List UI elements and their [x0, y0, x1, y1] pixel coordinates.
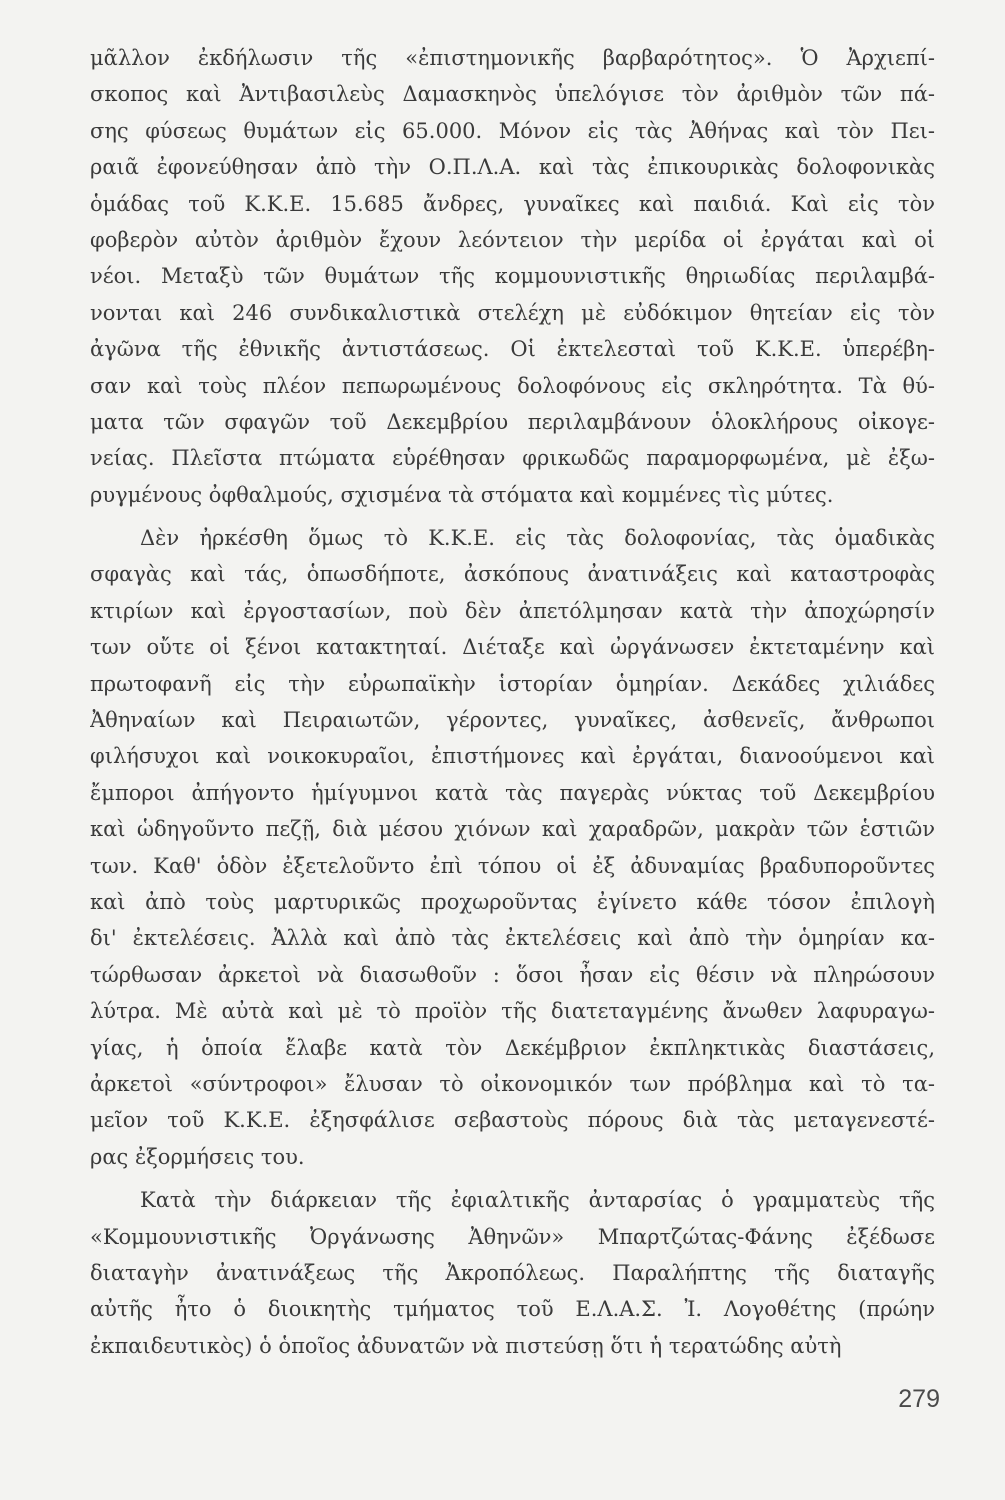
text-line: ἀγῶνα τῆς ἐθνικῆς ἀντιστάσεως. Οἱ ἐκτελεσταὶ τοῦ Κ.Κ.Ε. ὑπερέβη- — [90, 337, 935, 362]
text-line: ματα τῶν σφαγῶν τοῦ Δεκεμβρίου περιλαμβάνουν ὁλοκλήρους οἰκογε- — [90, 409, 935, 434]
text-line: ἀρκετοὶ «σύντροφοι» ἔλυσαν τὸ οἰκονομικόν των πρόβλημα καὶ τὸ τα- — [90, 1071, 935, 1096]
text-line: τώρθωσαν ἀρκετοὶ νὰ διασωθοῦν : ὅσοι ἦσαν εἰς θέσιν νὰ πληρώσουν — [90, 962, 935, 987]
text-line: ὁμάδας τοῦ Κ.Κ.Ε. 15.685 ἄνδρες, γυναῖκες καὶ παιδιά. Καὶ εἰς τὸν — [90, 191, 935, 216]
text-line: σκοπος καὶ Ἀντιβασιλεὺς Δαμασκηνὸς ὑπελόγισε τὸν ἀριθμὸν τῶν πά- — [90, 82, 935, 107]
paragraph — [90, 40, 935, 513]
text-line: ραιᾶ ἐφονεύθησαν ἀπὸ τὴν Ο.Π.Λ.Α. καὶ τὰς ἐπικουρικὰς δολοφονικὰς — [90, 155, 935, 180]
text-line: σης φύσεως θυμάτων εἰς 65.000. Μόνον εἰς τὰς Ἀθήνας καὶ τὸν Πει- — [90, 118, 935, 143]
paragraph — [90, 520, 935, 1175]
text-line: φοβερὸν αὐτὸν ἀριθμὸν ἔχουν λεόντειον τὴν μερίδα οἱ ἐργάται καὶ οἱ — [90, 227, 935, 252]
text-line: νέοι. Μεταξὺ τῶν θυμάτων τῆς κομμουνιστικῆς θηριωδίας περιλαμβά- — [90, 264, 935, 289]
paragraph-gap — [90, 1175, 935, 1182]
text-line: Ἀθηναίων καὶ Πειραιωτῶν, γέροντες, γυναῖκες, ἀσθενεῖς, ἄνθρωποι — [90, 708, 935, 733]
paragraph-gap — [90, 513, 935, 520]
text-line: φιλήσυχοι καὶ νοικοκυραῖοι, ἐπιστήμονες καὶ ἐργάται, διανοούμενοι καὶ — [90, 744, 935, 769]
text-line: Δὲν ἠρκέσθη ὅμως τὸ Κ.Κ.Ε. εἰς τὰς δολοφονίας, τὰς ὁμαδικὰς — [140, 526, 935, 551]
text-line: διαταγὴν ἀνατινάξεως τῆς Ἀκροπόλεως. Παραλήπτης τῆς διαταγῆς — [90, 1260, 935, 1285]
body-text — [90, 40, 935, 1364]
text-line: καὶ ὡδηγοῦντο πεζῇ, διὰ μέσου χιόνων καὶ χαραδρῶν, μακρὰν τῶν ἑστιῶν — [90, 817, 935, 842]
text-line: λύτρα. Μὲ αὐτὰ καὶ μὲ τὸ προϊὸν τῆς διατεταγμένης ἄνωθεν λαφυραγω- — [90, 999, 935, 1024]
text-line: σαν καὶ τοὺς πλέον πεπωρωμένους δολοφόνους εἰς σκληρότητα. Τὰ θύ- — [90, 373, 935, 398]
text-line: καὶ ἀπὸ τοὺς μαρτυρικῶς προχωροῦντας ἐγίνετο κάθε τόσον ἐπιλογὴ — [90, 889, 935, 914]
text-line: ρυγμένους ὀφθαλμούς, σχισμένα τὰ στόματα καὶ κομμένες τὶς μύτες. — [90, 482, 834, 507]
text-line: ἔμποροι ἀπήγοντο ἡμίγυμνοι κατὰ τὰς παγερὰς νύκτας τοῦ Δεκεμβρίου — [90, 780, 935, 805]
text-line: Κατὰ τὴν διάρκειαν τῆς ἐφιαλτικῆς ἀνταρσίας ὁ γραμματεὺς τῆς — [140, 1188, 935, 1213]
text-line: νείας. Πλεῖστα πτώματα εὑρέθησαν φρικωδῶς παραμορφωμένα, μὲ ἐξω- — [90, 446, 935, 471]
text-line: μᾶλλον ἐκδήλωσιν τῆς «ἐπιστημονικῆς βαρβαρότητος». Ὁ Ἀρχιεπί- — [90, 46, 935, 70]
text-line: μεῖον τοῦ Κ.Κ.Ε. ἐξησφάλισε σεβαστοὺς πόρους διὰ τὰς μεταγενεστέ- — [90, 1108, 935, 1133]
text-line: των οὔτε οἱ ξένοι κατακτηταί. Διέταξε καὶ ὠργάνωσεν ἐκτεταμένην καὶ — [90, 635, 935, 660]
text-line: γίας, ἡ ὁποία ἔλαβε κατὰ τὸν Δεκέμβριον ἐκπληκτικὰς διαστάσεις, — [90, 1035, 935, 1060]
text-line: ἐκπαιδευτικὸς) ὁ ὁποῖος ἀδυνατῶν νὰ πιστεύσῃ ὅτι ἡ τερατώδης αὐτὴ — [90, 1333, 842, 1358]
text-line: αὐτῆς ἦτο ὁ διοικητὴς τμήματος τοῦ Ε.Λ.Α.Σ. Ἰ. Λογοθέτης (πρώην — [90, 1297, 935, 1322]
page-number: 279 — [898, 1385, 940, 1413]
text-line: νονται καὶ 246 συνδικαλιστικὰ στελέχη μὲ εὐδόκιμον θητείαν εἰς τὸν — [90, 300, 935, 325]
text-line: των. Καθ' ὁδὸν ἐξετελοῦντο ἐπὶ τόπου οἱ ἐξ ἀδυναμίας βραδυποροῦντες — [90, 853, 935, 878]
paragraph — [90, 1182, 935, 1364]
text-line: σφαγὰς καὶ τάς, ὁπωσδήποτε, ἀσκόπους ἀνατινάξεις καὶ καταστροφὰς — [90, 562, 935, 587]
text-line: «Κομμουνιστικῆς Ὀργάνωσης Ἀθηνῶν» Μπαρτζώτας-Φάνης ἐξέδωσε — [90, 1224, 935, 1249]
text-line: πρωτοφανῆ εἰς τὴν εὐρωπαϊκὴν ἱστορίαν ὁμηρίαν. Δεκάδες χιλιάδες — [90, 671, 935, 696]
text-line: ρας ἐξορμήσεις του. — [90, 1144, 305, 1169]
text-line: δι' ἐκτελέσεις. Ἀλλὰ καὶ ἀπὸ τὰς ἐκτελέσεις καὶ ἀπὸ τὴν ὁμηρίαν κα- — [90, 926, 935, 951]
text-line: κτιρίων καὶ ἐργοστασίων, ποὺ δὲν ἀπετόλμησαν κατὰ τὴν ἀποχώρησίν — [90, 598, 935, 623]
